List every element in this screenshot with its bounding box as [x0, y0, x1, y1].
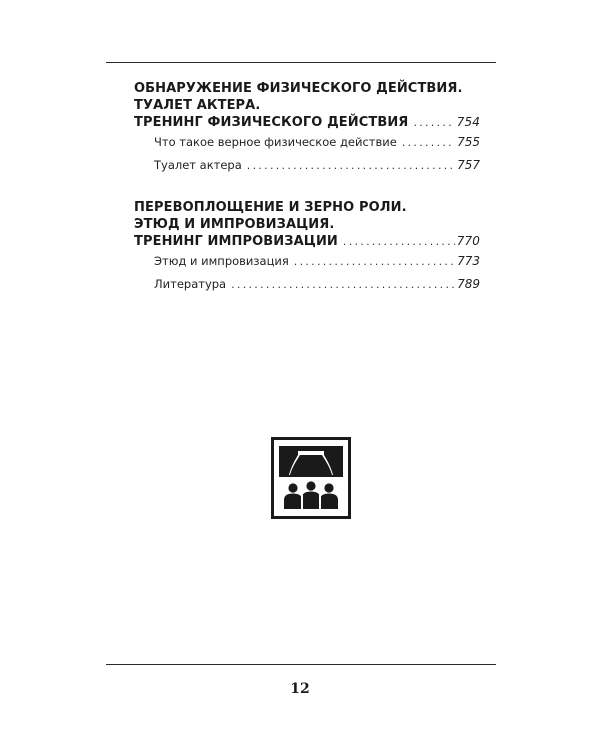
- theater-audience-icon: [271, 437, 351, 519]
- dot-leader: [231, 274, 455, 296]
- toc-entry[interactable]: [134, 250, 480, 273]
- dot-leader: [343, 233, 455, 250]
- dot-leader: [402, 132, 455, 154]
- dot-leader: [413, 114, 454, 131]
- section-heading-line: ПЕРЕВОПЛОЩЕНИЕ И ЗЕРНО РОЛИ.: [134, 200, 407, 215]
- toc-entry[interactable]: [134, 154, 480, 177]
- dot-leader: [247, 155, 455, 177]
- toc-section: [134, 80, 480, 177]
- page-reference: 789: [457, 277, 480, 291]
- section-heading-entry: [134, 233, 480, 250]
- top-rule: [106, 62, 496, 63]
- table-of-contents: [134, 80, 480, 318]
- toc-section: [134, 199, 480, 296]
- section-heading-line: ЭТЮД И ИМПРОВИЗАЦИЯ.: [134, 217, 335, 232]
- page-reference: 755: [457, 135, 480, 149]
- bottom-rule: [106, 664, 496, 665]
- section-heading-line: ОБНАРУЖЕНИЕ ФИЗИЧЕСКОГО ДЕЙСТВИЯ.: [134, 81, 463, 96]
- toc-entry-label: Что такое верное физическое действие: [154, 135, 397, 149]
- section-heading-entry: [134, 114, 480, 131]
- page-reference: 757: [457, 158, 480, 172]
- toc-entry-label: Туалет актера: [154, 158, 242, 172]
- section-heading-line: ТРЕНИНГ ИМПРОВИЗАЦИИ: [134, 234, 338, 249]
- page-reference: 754: [456, 115, 480, 129]
- toc-entry[interactable]: [134, 131, 480, 154]
- toc-entry-label: Литература: [154, 277, 227, 291]
- page-number: 12: [290, 681, 310, 697]
- toc-entry-label: Этюд и импровизация: [154, 254, 289, 268]
- section-heading-line: ТРЕНИНГ ФИЗИЧЕСКОГО ДЕЙСТВИЯ: [134, 115, 409, 130]
- section-heading-line: ТУАЛЕТ АКТЕРА.: [134, 98, 261, 113]
- toc-entry[interactable]: [134, 273, 480, 296]
- page-reference: 770: [456, 234, 480, 248]
- section-heading[interactable]: [134, 199, 480, 250]
- dot-leader: [294, 251, 455, 273]
- section-heading[interactable]: [134, 80, 480, 131]
- page-reference: 773: [457, 254, 480, 268]
